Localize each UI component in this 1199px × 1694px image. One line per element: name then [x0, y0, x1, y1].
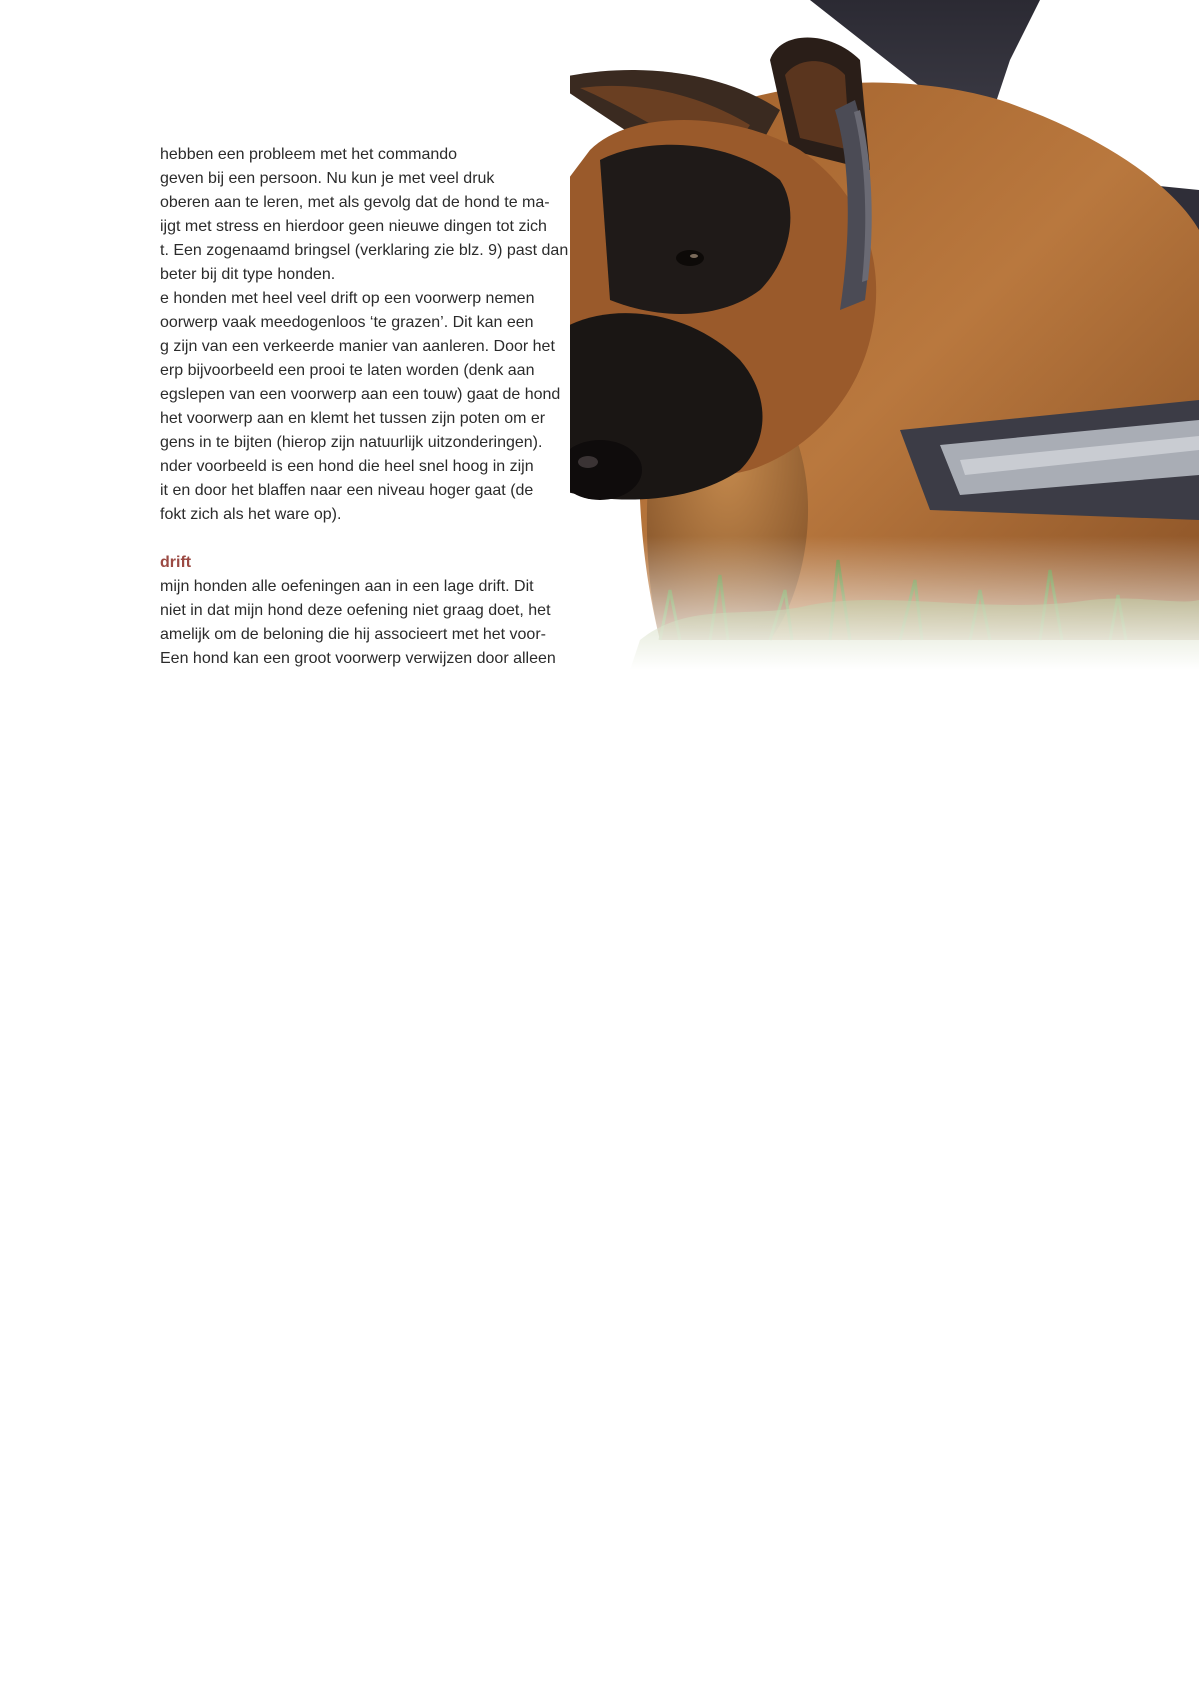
paragraph-gap	[160, 527, 605, 551]
body-line: it en door het blaffen naar een niveau hoger gaat (de	[160, 482, 534, 499]
body-line: e honden met heel veel drift op een voorwerp nemen	[160, 290, 535, 307]
dog-photo	[570, 0, 1199, 670]
german-shepherd-illustration	[570, 0, 1199, 670]
body-line: egslepen van een voorwerp aan een touw) gaat de hond	[160, 386, 561, 403]
body-line: t. Een zogenaamd bringsel (verklaring zie blz. 9) past dan	[160, 242, 569, 259]
body-line: geven bij een persoon. Nu kun je met veel druk	[160, 170, 495, 187]
section-heading: drift	[160, 554, 192, 571]
body-line: nder voorbeeld is een hond die heel snel hoog in zijn	[160, 458, 534, 475]
body-line: oberen aan te leren, met als gevolg dat de hond te ma-	[160, 194, 550, 211]
body-line: niet in dat mijn hond deze oefening niet graag doet, het	[160, 602, 551, 619]
body-line: het voorwerp aan en klemt het tussen zijn poten om er	[160, 410, 546, 427]
body-line: hebben een probleem met het commando	[160, 146, 458, 163]
body-line: beter bij dit type honden.	[160, 266, 336, 283]
body-line: erp bijvoorbeeld een prooi te laten worden (denk aan	[160, 362, 535, 379]
body-line: fokt zich als het ware op).	[160, 506, 342, 523]
body-line: ijgt met stress en hierdoor geen nieuwe dingen tot zich	[160, 218, 547, 235]
body-line: gens in te bijten (hierop zijn natuurlijk uitzonderingen).	[160, 434, 543, 451]
body-line: Een hond kan een groot voorwerp verwijzen door alleen	[160, 650, 556, 667]
body-line: g zijn van een verkeerde manier van aanleren. Door het	[160, 338, 555, 355]
body-line: mijn honden alle oefeningen aan in een lage drift. Dit	[160, 578, 534, 595]
text-column	[160, 143, 605, 671]
body-line: oorwerp vaak meedogenloos ‘te grazen’. Dit kan een	[160, 314, 534, 331]
body-line: amelijk om de beloning die hij associeert met het voor-	[160, 626, 546, 643]
photo-fade-overlay	[570, 0, 1199, 670]
